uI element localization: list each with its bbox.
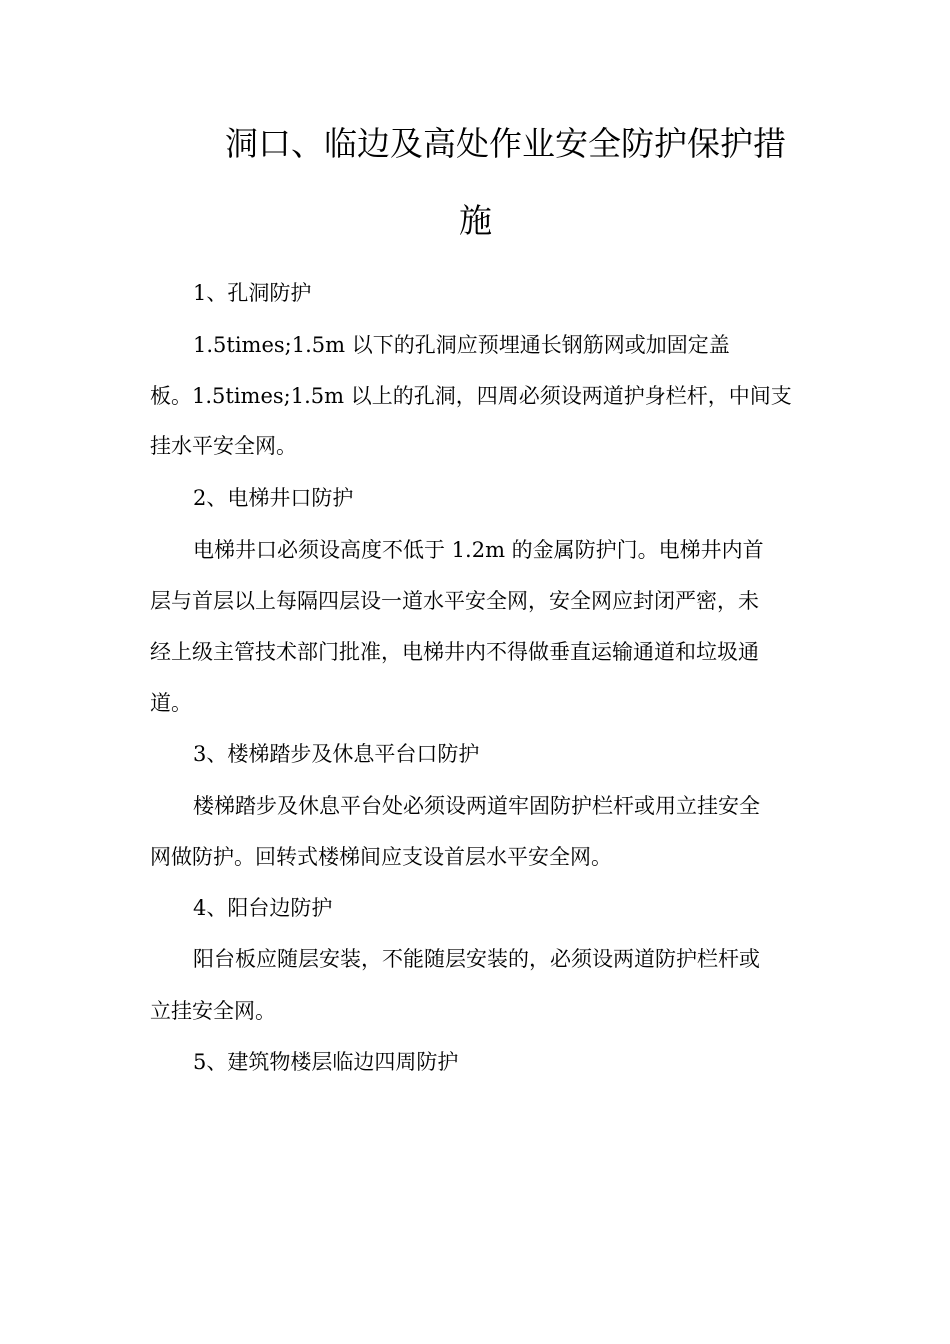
paragraph-line: 板。1.5times;1.5m 以上的孔洞，四周必须设两道护身栏杆，中间支 xyxy=(150,384,792,408)
document-title-line-2: 施 xyxy=(459,201,492,240)
paragraph-line: 经上级主管技术部门批准，电梯井内不得做垂直运输通道和垃圾通 xyxy=(150,640,759,664)
document-title-line-1: 洞口、临边及高处作业安全防护保护措 xyxy=(225,124,786,163)
section-heading-3: 3、楼梯踏步及休息平台口防护 xyxy=(193,742,480,766)
paragraph-line: 电梯井口必须设高度不低于 1.2m 的金属防护门。电梯井内首 xyxy=(193,538,764,562)
paragraph-line: 网做防护。回转式楼梯间应支设首层水平安全网。 xyxy=(150,845,612,869)
section-heading-5: 5、建筑物楼层临边四周防护 xyxy=(193,1050,459,1074)
paragraph-line: 挂水平安全网。 xyxy=(150,434,297,458)
paragraph-line: 立挂安全网。 xyxy=(150,999,276,1023)
section-heading-2: 2、电梯井口防护 xyxy=(193,486,354,510)
paragraph-line: 1.5times;1.5m 以下的孔洞应预埋通长钢筋网或加固定盖 xyxy=(193,333,730,357)
paragraph-line: 阳台板应随层安装，不能随层安装的，必须设两道防护栏杆或 xyxy=(193,947,760,971)
paragraph-line: 道。 xyxy=(150,691,192,715)
section-heading-1: 1、孔洞防护 xyxy=(193,281,312,305)
paragraph-line: 层与首层以上每隔四层设一道水平安全网，安全网应封闭严密，未 xyxy=(150,589,759,613)
paragraph-line: 楼梯踏步及休息平台处必须设两道牢固防护栏杆或用立挂安全 xyxy=(193,794,760,818)
section-heading-4: 4、阳台边防护 xyxy=(193,896,333,920)
